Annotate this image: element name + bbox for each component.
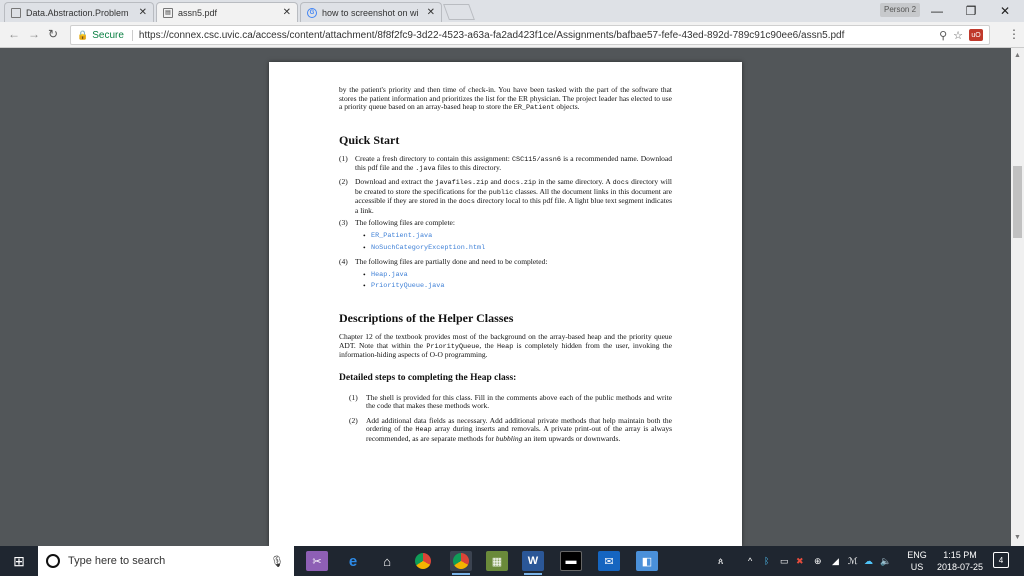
tab-google-search[interactable]	[300, 2, 442, 22]
page-icon	[11, 8, 21, 18]
helper-classes-heading: Descriptions of the Helper Classes	[339, 310, 514, 325]
file-link-priorityqueue[interactable]: PriorityQueue.java	[371, 282, 445, 291]
item-text: The shell is provided for this class. Fill in the comments above each of the public methods and write the code that makes these methods work.	[366, 392, 672, 411]
battery-icon[interactable]: ▭	[780, 555, 789, 566]
vertical-scrollbar[interactable]	[1011, 48, 1024, 546]
scroll-thumb[interactable]	[1013, 166, 1022, 238]
item-number: (3)	[339, 218, 348, 228]
cortana-icon	[46, 554, 60, 568]
network-adapter-icon[interactable]: ⊕	[814, 555, 822, 566]
chrome-icon[interactable]	[412, 551, 434, 571]
antivirus-icon[interactable]: ✖	[796, 555, 804, 566]
minimize-icon[interactable]: —	[931, 4, 943, 18]
lock-icon: 🔒	[77, 29, 89, 40]
windows-taskbar	[0, 546, 1024, 576]
app-icon[interactable]: ▦	[486, 551, 508, 571]
pdf-page	[269, 62, 742, 546]
forward-icon[interactable]: →	[28, 27, 40, 41]
item-text: Create a fresh directory to contain this assignment: CSC115/assn6 is a recommended name. Download this pdf file and the .java files to this directory.	[355, 153, 672, 174]
item-number: (2)	[349, 415, 358, 425]
terminal-icon[interactable]: ▬	[560, 551, 582, 571]
heap-step-1	[349, 394, 672, 411]
tab-title: how to screenshot on wi	[322, 7, 419, 18]
zoom-icon[interactable]: ⚲	[939, 30, 948, 42]
close-icon[interactable]: ✕	[282, 7, 291, 18]
browser-toolbar	[0, 22, 1024, 48]
system-clock[interactable]	[930, 549, 990, 573]
close-icon[interactable]: ✕	[138, 7, 147, 18]
notification-count: 4	[998, 555, 1004, 565]
browser-tab-strip	[0, 0, 1024, 22]
close-icon[interactable]: ✕	[426, 7, 435, 18]
back-icon[interactable]: ←	[8, 27, 20, 41]
item-text: Add additional data fields as necessary. Add additional private methods that help maintain both the ordering of the Heap array during inserts and removals. A private print-out of the array is always recommended, as are separate methods for bubbling an item upwards or downwards.	[366, 415, 672, 444]
microphone-icon[interactable]: 🎙	[270, 555, 284, 568]
file-link-er-patient[interactable]: ER_Patient.java	[371, 231, 433, 240]
file-link-nosuchcategory[interactable]: NoSuchCategoryException.html	[371, 243, 486, 252]
chrome-menu-icon[interactable]: ⋮	[1008, 27, 1020, 41]
helper-paragraph: Chapter 12 of the textbook provides most of the background on the array-based heap and the priority queue ADT. Note that within the PriorityQueue, the Heap is completely hidden from the user, invoking the information-hiding aspects of O-O programming.	[339, 331, 672, 360]
outlook-icon[interactable]: ✉	[598, 551, 620, 571]
word-icon[interactable]: W	[522, 551, 544, 571]
item-text: The following files are complete:	[355, 218, 455, 228]
profile-button[interactable]: Person 2	[880, 3, 920, 17]
quick-start-item-4	[339, 258, 672, 267]
intro-end: objects.	[554, 102, 580, 112]
wifi-strength-icon[interactable]: ℳ	[848, 555, 858, 566]
snipping-app-icon[interactable]: ✂	[306, 551, 328, 571]
url-text[interactable]: https://connex.csc.uvic.ca/access/content/attachment/8f8f2fc9-3d22-4523-a63a-fa2ad423f1ce/Assignments/bafbae57-fefe-43ed-892d-789c91c90ee6/assn5.pdf	[138, 29, 845, 41]
file-link-heap[interactable]: Heap.java	[371, 270, 408, 279]
people-icon[interactable]: ጰ	[718, 555, 724, 566]
quick-start-item-2	[339, 178, 672, 215]
pdf-content	[339, 86, 672, 448]
taskbar-search-box[interactable]	[38, 546, 294, 576]
item-text: Download and extract the javafiles.zip and docs.zip in the same directory. A docs directory will be created to store the specifications for the public classes. All the document links in this document are accessible if they are stored in the docs directory local to this pdf file. A light blue text segment indicates a link.	[355, 176, 672, 215]
file-list-item: • ER_Patient.java	[363, 230, 433, 240]
intro-paragraph	[339, 86, 672, 113]
file-list-item: • Heap.java	[363, 269, 408, 279]
pdf-icon: ▤	[163, 8, 173, 18]
reload-icon[interactable]: ↻	[48, 27, 59, 41]
clock-time: 1:15 PM	[943, 550, 977, 560]
intro-code: ER_Patient	[513, 104, 555, 113]
heap-step-2	[349, 417, 672, 444]
quick-start-item-1	[339, 155, 672, 174]
wifi-icon[interactable]: ◢	[832, 555, 839, 566]
address-bar[interactable]	[70, 25, 990, 45]
windows-start-icon[interactable]: ⊞	[13, 552, 25, 569]
item-number: (4)	[339, 257, 348, 267]
input-language[interactable]	[905, 549, 929, 573]
intro-text: by the patient's priority and then time of check-in. You have been tasked with the part of the software that stores the patient information and prioritizes the list for the ER physician. The project leader has elected to use a priority queue based on an array-based heap to store the	[339, 85, 672, 112]
clock-date: 2018-07-25	[936, 562, 984, 572]
quick-start-heading: Quick Start	[339, 132, 400, 147]
secure-label: Secure	[92, 30, 133, 41]
heap-steps-heading: Detailed steps to completing the Heap class:	[339, 372, 517, 383]
file-list-item: • PriorityQueue.java	[363, 281, 445, 291]
restore-icon[interactable]: ❐	[965, 4, 977, 18]
new-tab-button[interactable]	[443, 4, 475, 20]
item-number: (1)	[339, 153, 348, 163]
tab-title: Data.Abstraction.Problem	[26, 7, 129, 18]
scroll-up-icon[interactable]: ▲	[1014, 52, 1021, 59]
item-number: (1)	[349, 392, 358, 402]
volume-icon[interactable]: 🔈	[880, 555, 892, 566]
region-code: US	[910, 562, 924, 572]
file-list-item: • NoSuchCategoryException.html	[363, 242, 486, 252]
edge-icon[interactable]: e	[348, 552, 358, 570]
language-code: ENG	[907, 550, 927, 560]
home-icon[interactable]: ⌂	[383, 553, 391, 569]
tab-assn5-pdf[interactable]	[156, 2, 298, 22]
google-icon: G	[307, 8, 317, 18]
tray-overflow-icon[interactable]: ^	[748, 556, 753, 566]
quick-start-item-3	[339, 219, 672, 228]
scroll-down-icon[interactable]: ▼	[1014, 534, 1021, 541]
app-window-icon[interactable]: ◧	[636, 551, 658, 571]
pdf-viewer	[0, 48, 1024, 546]
ublock-extension-icon[interactable]: uO	[969, 29, 983, 41]
tab-title: assn5.pdf	[178, 7, 218, 18]
bluetooth-icon[interactable]: ᛒ	[764, 556, 770, 566]
onedrive-icon[interactable]: ☁	[864, 555, 873, 566]
item-number: (2)	[339, 176, 348, 186]
tab-data-abstraction[interactable]	[4, 2, 154, 22]
action-center-icon[interactable]	[993, 552, 1009, 568]
search-placeholder: Type here to search	[68, 555, 166, 567]
bookmark-star-icon[interactable]: ☆	[953, 30, 963, 42]
item-text: The following files are partially done and need to be completed:	[355, 257, 548, 267]
chrome-active-window-icon[interactable]	[450, 551, 472, 571]
close-window-icon[interactable]: ✕	[999, 4, 1011, 18]
